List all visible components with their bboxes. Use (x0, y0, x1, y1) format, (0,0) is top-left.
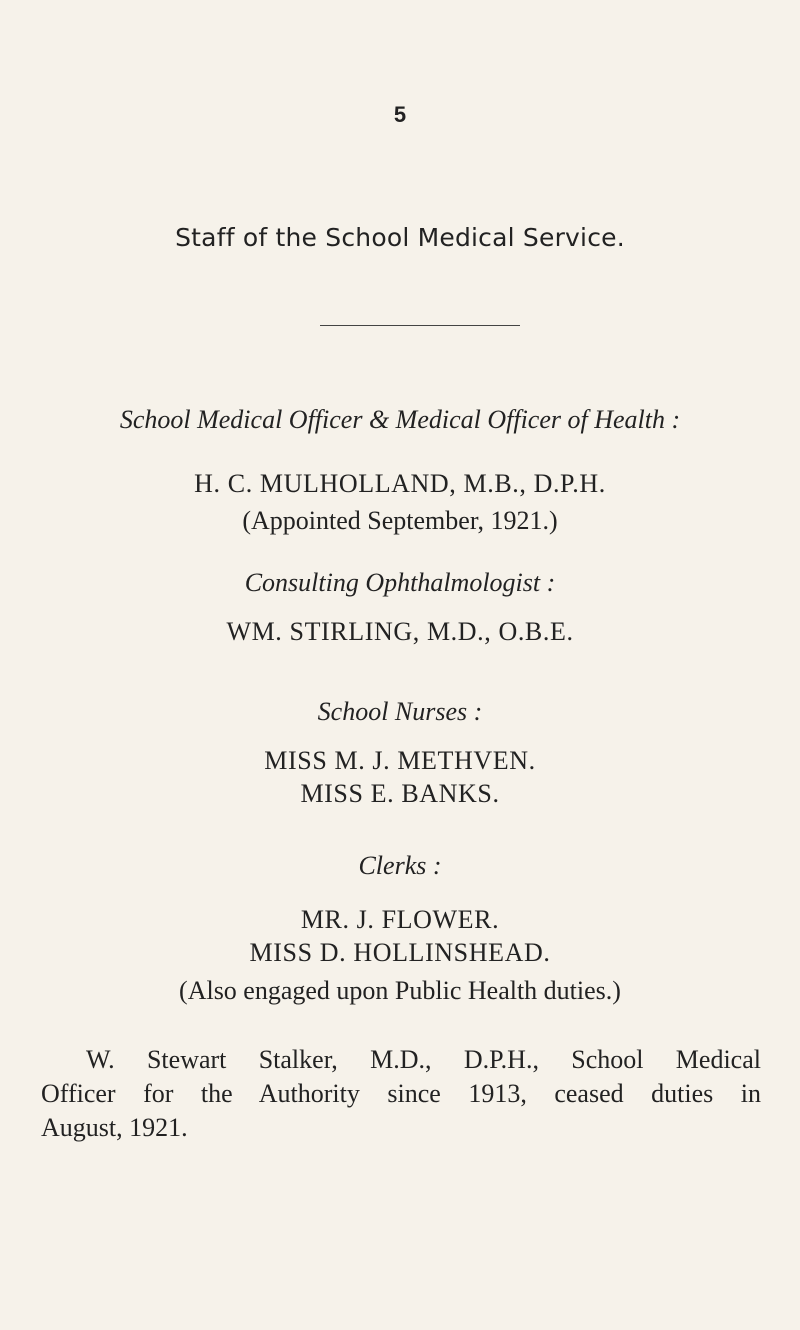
clerk-name: MISS D. HOLLINSHEAD. (249, 938, 551, 967)
paragraph-line: Officer for the Authority since 1913, ceased duties in (41, 1079, 761, 1108)
ophthalmologist-name: WM. STIRLING, M.D., O.B.E. (226, 617, 574, 646)
medical-officer-appointment-note: (Appointed September, 1921.) (242, 506, 558, 535)
paragraph-line: W. Stewart Stalker, M.D., D.P.H., School Medical (86, 1045, 761, 1074)
nurse-name: MISS M. J. METHVEN. (264, 746, 536, 775)
medical-officer-name: H. C. MULHOLLAND, M.B., D.P.H. (194, 469, 606, 498)
nurses-heading: School Nurses : (317, 697, 483, 726)
page-number: 5 (393, 102, 407, 127)
paragraph-line: August, 1921. (41, 1113, 188, 1142)
nurse-name: MISS E. BANKS. (300, 779, 500, 808)
divider-rule (320, 325, 520, 326)
clerk-name: MR. J. FLOWER. (300, 905, 500, 934)
page-title: Staff of the School Medical Service. (175, 223, 625, 252)
clerks-duties-note: (Also engaged upon Public Health duties.) (179, 976, 621, 1005)
closing-paragraph (41, 1043, 761, 1145)
clerks-heading: Clerks : (358, 851, 442, 880)
medical-officer-heading: School Medical Officer & Medical Officer of Health : (119, 405, 681, 434)
ophthalmologist-heading: Consulting Ophthalmologist : (244, 568, 556, 597)
